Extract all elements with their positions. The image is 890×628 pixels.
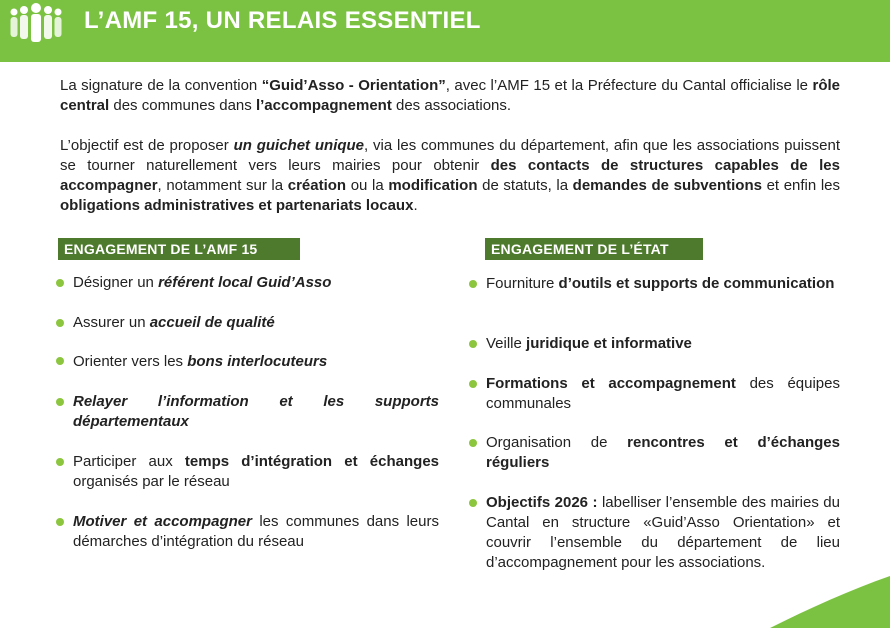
bullet-icon — [56, 279, 64, 287]
amf-item-2: Assurer un accueil de qualité — [73, 314, 275, 331]
bullet-icon — [469, 280, 477, 288]
bullet-icon — [469, 380, 477, 388]
bullet-icon — [56, 518, 64, 526]
bullet-icon — [469, 439, 477, 447]
intro-paragraph-2: L’objectif est de proposer un guichet unique, via les communes du département, afin que les associations puissent se tourner naturellement vers leurs mairies pour obtenir des contacts de structures capables de les accompagner, notamment sur la création ou la modification de statuts, la demandes de subventions et enfin les obligations administratives et partenariats locaux. — [60, 137, 841, 214]
people-group-icon — [10, 2, 62, 44]
amf-item-6: Motiver et accompagner les communes dans leurs démarches d’intégration du réseau — [73, 513, 439, 550]
amf-item-5: Participer aux temps d’intégration et échanges organisés par le réseau — [73, 453, 439, 490]
amf-item-1: Désigner un référent local Guid’Asso — [73, 274, 332, 291]
intro-paragraph-1: La signature de la convention “Guid’Asso - Orientation”, avec l’AMF 15 et la Préfecture du Cantal officialise le rôle central des communes dans l’accompagnement des associations. — [60, 77, 840, 114]
etat-item-3: Formations et accompagnement des équipes communales — [486, 375, 840, 412]
bullet-icon — [56, 357, 64, 365]
amf-section-title: ENGAGEMENT DE L’AMF 15 — [58, 238, 300, 260]
bullet-icon — [56, 458, 64, 466]
amf-item-3: Orienter vers les bons interlocuteurs — [73, 353, 328, 370]
bullet-icon — [469, 499, 477, 507]
corner-decoration — [750, 568, 890, 628]
etat-item-1: Fourniture d’outils et supports de communication — [486, 275, 835, 292]
bullet-icon — [56, 398, 64, 406]
etat-section-title: ENGAGEMENT DE L’ÉTAT — [485, 238, 703, 260]
bullet-icon — [469, 340, 477, 348]
etat-item-4: Organisation de rencontres et d’échanges réguliers — [486, 434, 840, 471]
page-title: L’AMF 15, UN RELAIS ESSENTIEL — [84, 7, 481, 34]
amf-item-4: Relayer l’information et les supports départementaux — [73, 393, 439, 430]
header-banner — [0, 0, 890, 62]
etat-item-5: Objectifs 2026 : labelliser l’ensemble des mairies du Cantal en structure «Guid’Asso Orientation» et couvrir l’ensemble du département de lieu d’accompagnement pour les associations. — [486, 494, 840, 571]
etat-item-2: Veille juridique et informative — [486, 335, 692, 352]
bullet-icon — [56, 319, 64, 327]
